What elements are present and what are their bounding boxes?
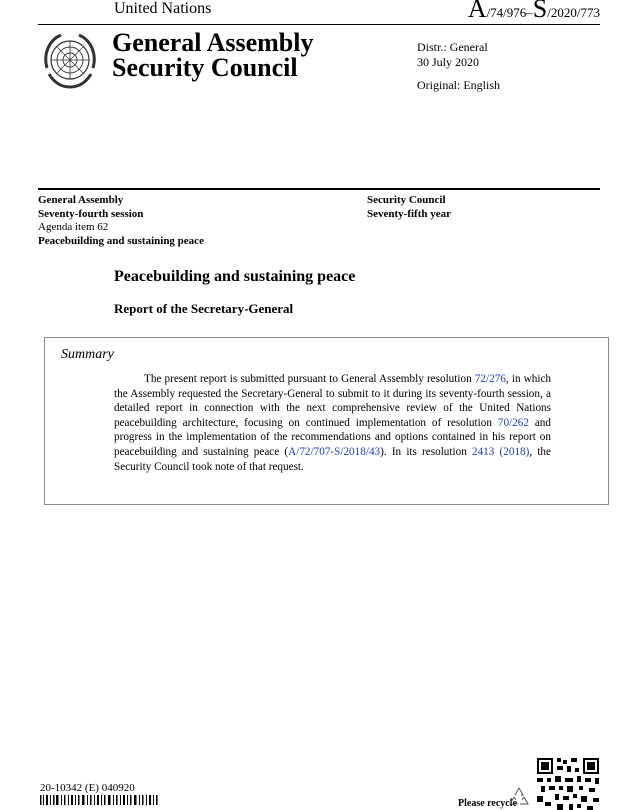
ga-session: Seventy-fourth session — [38, 207, 144, 220]
report-link-a-72-707[interactable]: A/72/707-S/2018/43 — [288, 445, 381, 458]
summary-paragraph — [114, 372, 551, 474]
un-emblem-icon — [39, 30, 101, 92]
recycle-text: Please recycle — [458, 798, 517, 809]
barcode-icon — [40, 795, 158, 805]
symbol-s: S — [532, 0, 548, 23]
issuing-bodies — [112, 30, 314, 80]
job-number: 20-10342 (E) 040920 — [40, 782, 135, 794]
sc-year: Seventy-fifth year — [367, 207, 452, 220]
header-rule — [38, 24, 600, 25]
issue-date: 30 July 2020 — [417, 55, 480, 69]
distribution: Distr.: General — [417, 40, 488, 54]
agenda-item: Agenda item 62 — [38, 221, 109, 233]
resolution-link-70-262[interactable]: 70/262 — [497, 416, 529, 429]
organization-name: United Nations — [114, 0, 212, 17]
symbol-a: A — [467, 0, 487, 23]
document-title: Peacebuilding and sustaining peace — [114, 268, 356, 285]
resolution-link-72-276[interactable]: 72/276 — [474, 373, 506, 385]
document-subtitle: Report of the Secretary-General — [114, 301, 294, 316]
body-security-council: Security Council — [112, 53, 298, 82]
recycle-icon — [508, 786, 530, 806]
summary-text: The present report is submitted pursuant to General Assembly resolution — [144, 373, 475, 385]
qr-code — [537, 758, 599, 810]
body-general-assembly: General Assembly — [112, 28, 314, 57]
sc-label: Security Council — [367, 194, 446, 206]
document-symbol — [468, 0, 600, 24]
summary-heading: Summary — [61, 347, 114, 362]
distribution-block — [417, 40, 488, 70]
symbol-tail: /2020/773 — [547, 5, 600, 20]
symbol-mid: /74/976– — [486, 5, 533, 20]
agenda-title: Peacebuilding and sustaining peace — [38, 234, 204, 247]
summary-text: ). In its resolution — [380, 445, 472, 458]
summary-text: , in which the Assembly requested the Secretary-General to submit to it during its seventy-fourth session, a detailed report in connection with the next comprehensive review of the United Nations peacebuilding architecture, focusing on continued implementation of resolution — [114, 373, 552, 429]
original-language: Original: English — [417, 78, 500, 92]
sc-meta — [367, 194, 451, 221]
ga-label: General Assembly — [38, 194, 124, 206]
section-rule — [38, 188, 600, 190]
summary-text: and progress in the implementation of the recommendations and options contained in his report on peacebuilding and sustaining peace ( — [114, 416, 551, 458]
resolution-link-2413[interactable]: 2413 (2018) — [471, 445, 530, 458]
ga-meta — [38, 194, 204, 248]
summary-text: , the Security Council took note of that request. — [114, 445, 551, 473]
